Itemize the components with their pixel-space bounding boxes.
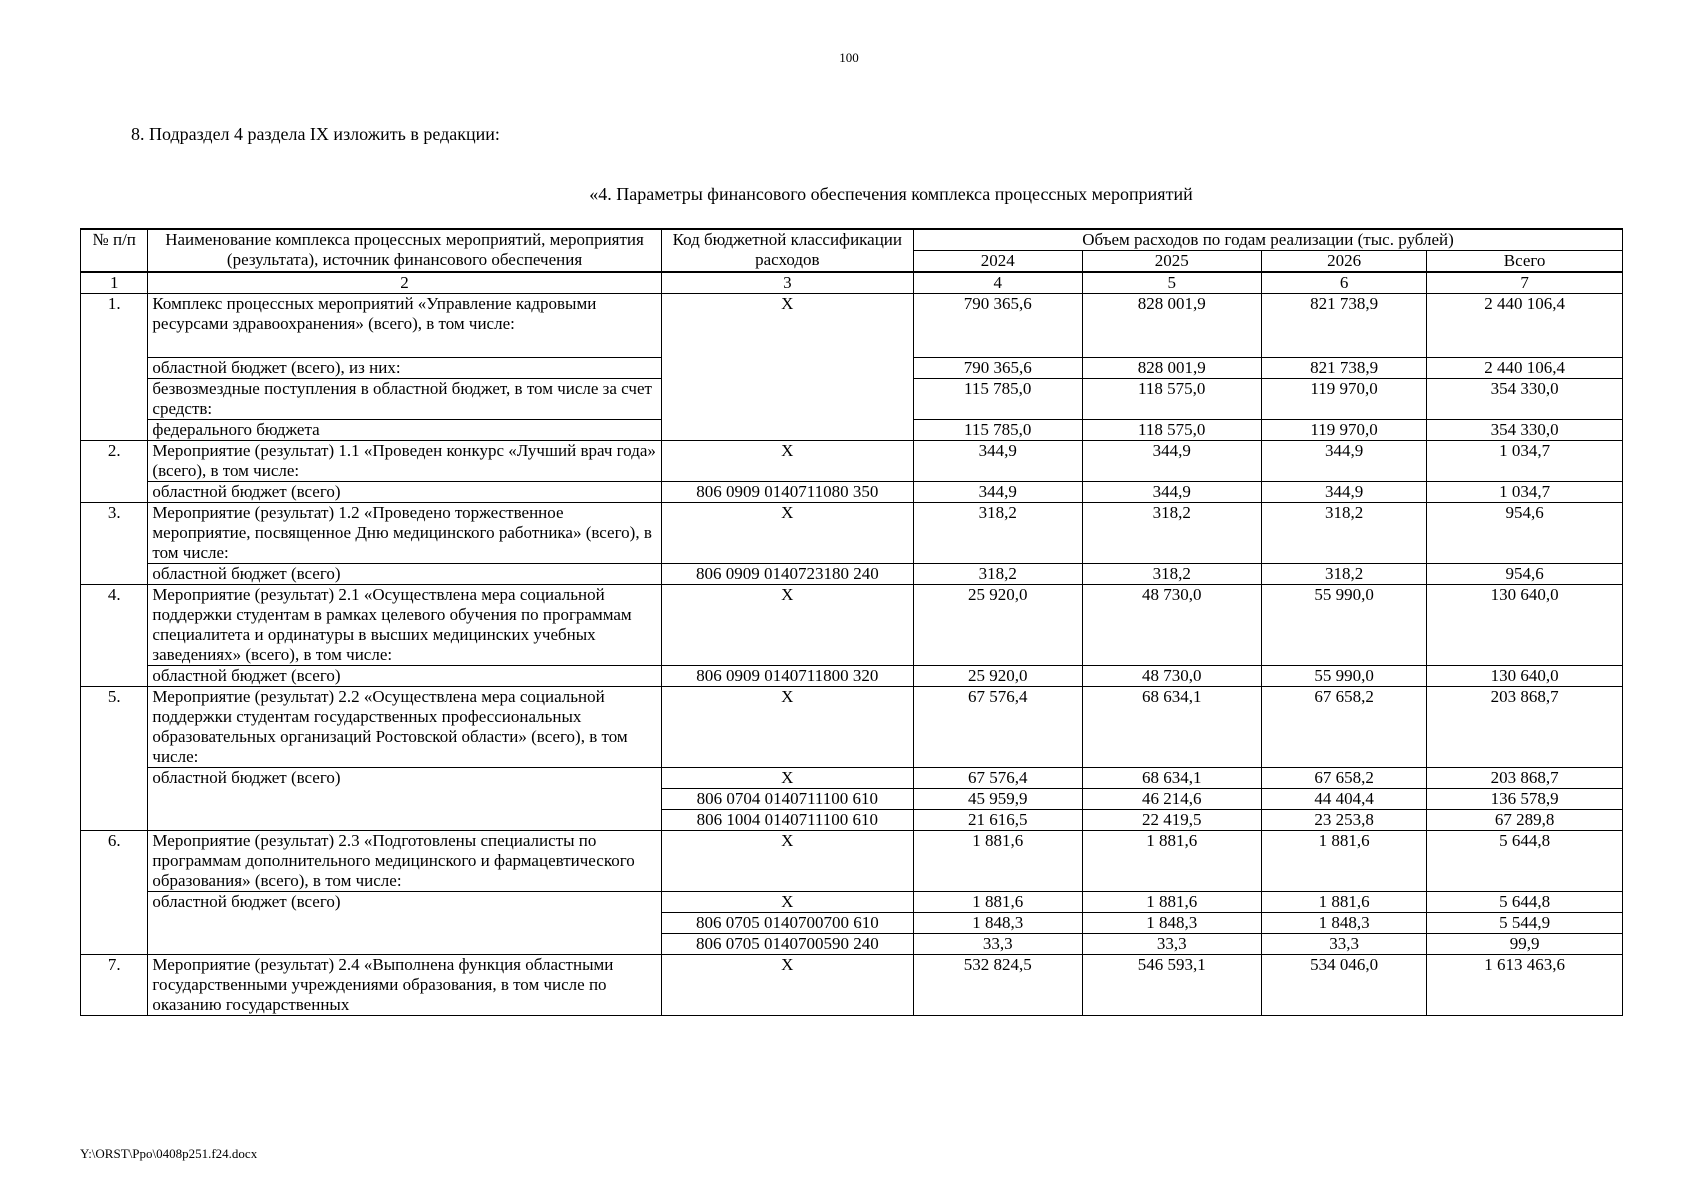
row-number: 3. bbox=[81, 503, 148, 585]
row-code: X bbox=[661, 831, 913, 892]
header-total: Всего bbox=[1427, 251, 1623, 273]
value-total: 954,6 bbox=[1427, 564, 1623, 585]
value-2024: 21 616,5 bbox=[913, 810, 1082, 831]
value-2025: 318,2 bbox=[1082, 564, 1261, 585]
value-2026: 23 253,8 bbox=[1261, 810, 1426, 831]
value-2024: 790 365,6 bbox=[913, 358, 1082, 379]
value-2025: 1 848,3 bbox=[1082, 913, 1261, 934]
row-name: федерального бюджета bbox=[148, 420, 661, 441]
value-total: 1 034,7 bbox=[1427, 441, 1623, 482]
row-name: областной бюджет (всего) bbox=[148, 768, 661, 831]
value-2024: 1 848,3 bbox=[913, 913, 1082, 934]
value-2025: 118 575,0 bbox=[1082, 379, 1261, 420]
row-code: X bbox=[661, 768, 913, 789]
value-2025: 48 730,0 bbox=[1082, 585, 1261, 666]
value-2026: 534 046,0 bbox=[1261, 955, 1426, 1016]
value-2024: 1 881,6 bbox=[913, 831, 1082, 892]
col-index: 5 bbox=[1082, 272, 1261, 294]
row-code: X bbox=[661, 955, 913, 1016]
value-total: 67 289,8 bbox=[1427, 810, 1623, 831]
value-2025: 546 593,1 bbox=[1082, 955, 1261, 1016]
value-2025: 344,9 bbox=[1082, 441, 1261, 482]
value-total: 203 868,7 bbox=[1427, 768, 1623, 789]
value-2024: 1 881,6 bbox=[913, 892, 1082, 913]
value-2026: 55 990,0 bbox=[1261, 585, 1426, 666]
value-2025: 33,3 bbox=[1082, 934, 1261, 955]
value-2024: 25 920,0 bbox=[913, 666, 1082, 687]
value-2024: 532 824,5 bbox=[913, 955, 1082, 1016]
table-title: «4. Параметры финансового обеспечения комплекса процессных мероприятий bbox=[589, 184, 1193, 204]
value-2024: 67 576,4 bbox=[913, 687, 1082, 768]
file-path-footer: Y:\ORST\Ppo\0408p251.f24.docx bbox=[80, 1146, 258, 1161]
value-total: 1 613 463,6 bbox=[1427, 955, 1623, 1016]
row-number: 2. bbox=[81, 441, 148, 503]
value-2024: 67 576,4 bbox=[913, 768, 1082, 789]
value-2026: 67 658,2 bbox=[1261, 687, 1426, 768]
col-index: 3 bbox=[661, 272, 913, 294]
header-2025: 2025 bbox=[1082, 251, 1261, 273]
value-total: 99,9 bbox=[1427, 934, 1623, 955]
header-2024: 2024 bbox=[913, 251, 1082, 273]
row-code: 806 1004 0140711100 610 bbox=[661, 810, 913, 831]
table-row bbox=[81, 768, 1623, 789]
row-name: областной бюджет (всего) bbox=[148, 564, 661, 585]
value-2024: 115 785,0 bbox=[913, 379, 1082, 420]
row-code: 806 0705 0140700590 240 bbox=[661, 934, 913, 955]
row-name: Мероприятие (результат) 2.3 «Подготовлены специалисты по программам дополнительного медицинского и фармацевтического образования» (всего), в том числе: bbox=[148, 831, 661, 892]
value-2025: 828 001,9 bbox=[1082, 294, 1261, 358]
value-total: 2 440 106,4 bbox=[1427, 294, 1623, 358]
value-total: 354 330,0 bbox=[1427, 420, 1623, 441]
value-2026: 318,2 bbox=[1261, 564, 1426, 585]
header-num: № п/п bbox=[81, 229, 148, 272]
table-row bbox=[81, 294, 1623, 358]
financial-table bbox=[80, 228, 1623, 1016]
row-name: областной бюджет (всего), из них: bbox=[148, 358, 661, 379]
row-name: Мероприятие (результат) 2.2 «Осуществлена мера социальной поддержки студентам государственных профессиональных образовательных организаций Ростовской области» (всего), в том числе: bbox=[148, 687, 661, 768]
value-2025: 22 419,5 bbox=[1082, 810, 1261, 831]
value-2024: 33,3 bbox=[913, 934, 1082, 955]
row-name: Комплекс процессных мероприятий «Управление кадровыми ресурсами здравоохранения» (всего), в том числе: bbox=[148, 294, 661, 358]
value-total: 2 440 106,4 bbox=[1427, 358, 1623, 379]
value-2025: 68 634,1 bbox=[1082, 768, 1261, 789]
value-total: 130 640,0 bbox=[1427, 666, 1623, 687]
value-2024: 344,9 bbox=[913, 482, 1082, 503]
value-2024: 318,2 bbox=[913, 564, 1082, 585]
row-code: 806 0909 0140711800 320 bbox=[661, 666, 913, 687]
row-code: 806 0909 0140723180 240 bbox=[661, 564, 913, 585]
value-2026: 44 404,4 bbox=[1261, 789, 1426, 810]
table-row bbox=[81, 687, 1623, 768]
value-2025: 1 881,6 bbox=[1082, 892, 1261, 913]
col-index: 1 bbox=[81, 272, 148, 294]
row-name: областной бюджет (всего) bbox=[148, 482, 661, 503]
value-2026: 33,3 bbox=[1261, 934, 1426, 955]
value-total: 5 644,8 bbox=[1427, 831, 1623, 892]
table-row bbox=[81, 482, 1623, 503]
value-2026: 1 881,6 bbox=[1261, 892, 1426, 913]
table-row bbox=[81, 831, 1623, 892]
table-row bbox=[81, 892, 1623, 913]
row-code: X bbox=[661, 687, 913, 768]
value-2025: 46 214,6 bbox=[1082, 789, 1261, 810]
value-2026: 1 881,6 bbox=[1261, 831, 1426, 892]
table-row bbox=[81, 564, 1623, 585]
row-code: X bbox=[661, 441, 913, 482]
value-total: 5 644,8 bbox=[1427, 892, 1623, 913]
value-2024: 344,9 bbox=[913, 441, 1082, 482]
table-row bbox=[81, 585, 1623, 666]
value-2025: 48 730,0 bbox=[1082, 666, 1261, 687]
row-name: безвозмездные поступления в областной бюджет, в том числе за счет средств: bbox=[148, 379, 661, 420]
col-index: 7 bbox=[1427, 272, 1623, 294]
row-code: X bbox=[661, 585, 913, 666]
value-2026: 318,2 bbox=[1261, 503, 1426, 564]
value-2024: 790 365,6 bbox=[913, 294, 1082, 358]
value-total: 354 330,0 bbox=[1427, 379, 1623, 420]
row-code: 806 0909 0140711080 350 bbox=[661, 482, 913, 503]
column-index-row bbox=[81, 272, 1623, 294]
row-number: 4. bbox=[81, 585, 148, 687]
value-2026: 67 658,2 bbox=[1261, 768, 1426, 789]
value-total: 5 544,9 bbox=[1427, 913, 1623, 934]
value-2026: 55 990,0 bbox=[1261, 666, 1426, 687]
col-index: 4 bbox=[913, 272, 1082, 294]
value-2025: 118 575,0 bbox=[1082, 420, 1261, 441]
value-total: 1 034,7 bbox=[1427, 482, 1623, 503]
value-2024: 318,2 bbox=[913, 503, 1082, 564]
header-volume: Объем расходов по годам реализации (тыс. рублей) bbox=[913, 229, 1622, 251]
col-index: 2 bbox=[148, 272, 661, 294]
value-2024: 25 920,0 bbox=[913, 585, 1082, 666]
row-name: областной бюджет (всего) bbox=[148, 892, 661, 955]
value-2025: 344,9 bbox=[1082, 482, 1261, 503]
row-name: Мероприятие (результат) 2.1 «Осуществлена мера социальной поддержки студентам в рамках целевого обучения по программам специалитета и ординатуры в высших медицинских учебных заведениях» (всего), в том числе: bbox=[148, 585, 661, 666]
row-number: 6. bbox=[81, 831, 148, 955]
col-index: 6 bbox=[1261, 272, 1426, 294]
value-2024: 45 959,9 bbox=[913, 789, 1082, 810]
header-row bbox=[81, 229, 1623, 251]
table-row bbox=[81, 503, 1623, 564]
row-number: 7. bbox=[81, 955, 148, 1016]
value-2025: 1 881,6 bbox=[1082, 831, 1261, 892]
table-row bbox=[81, 441, 1623, 482]
value-2026: 344,9 bbox=[1261, 441, 1426, 482]
table-row bbox=[81, 666, 1623, 687]
value-2026: 821 738,9 bbox=[1261, 294, 1426, 358]
row-name: Мероприятие (результат) 2.4 «Выполнена функция областными государственными учреждениями образования, в том числе по оказанию государственных bbox=[148, 955, 661, 1016]
header-code: Код бюджетной классификации расходов bbox=[661, 229, 913, 272]
value-total: 954,6 bbox=[1427, 503, 1623, 564]
row-name: областной бюджет (всего) bbox=[148, 666, 661, 687]
value-total: 203 868,7 bbox=[1427, 687, 1623, 768]
row-name: Мероприятие (результат) 1.1 «Проведен конкурс «Лучший врач года» (всего), в том числе: bbox=[148, 441, 661, 482]
value-2024: 115 785,0 bbox=[913, 420, 1082, 441]
value-2026: 119 970,0 bbox=[1261, 379, 1426, 420]
row-code: X bbox=[661, 503, 913, 564]
value-2025: 318,2 bbox=[1082, 503, 1261, 564]
value-2026: 344,9 bbox=[1261, 482, 1426, 503]
header-name: Наименование комплекса процессных мероприятий, мероприятия (результата), источник финансового обеспечения bbox=[148, 229, 661, 272]
value-total: 136 578,9 bbox=[1427, 789, 1623, 810]
value-2026: 119 970,0 bbox=[1261, 420, 1426, 441]
row-name: Мероприятие (результат) 1.2 «Проведено торжественное мероприятие, посвященное Дню медицинского работника» (всего), в том числе: bbox=[148, 503, 661, 564]
value-2025: 68 634,1 bbox=[1082, 687, 1261, 768]
header-2026: 2026 bbox=[1261, 251, 1426, 273]
value-2026: 1 848,3 bbox=[1261, 913, 1426, 934]
intro-text: 8. Подраздел 4 раздела IX изложить в редакции: bbox=[131, 124, 500, 144]
row-code: 806 0704 0140711100 610 bbox=[661, 789, 913, 810]
row-code: X bbox=[661, 892, 913, 913]
value-total: 130 640,0 bbox=[1427, 585, 1623, 666]
value-2026: 821 738,9 bbox=[1261, 358, 1426, 379]
value-2025: 828 001,9 bbox=[1082, 358, 1261, 379]
row-code: 806 0705 0140700700 610 bbox=[661, 913, 913, 934]
page-number: 100 bbox=[839, 50, 859, 65]
row-number: 1. bbox=[81, 294, 148, 441]
row-number: 5. bbox=[81, 687, 148, 831]
table-row bbox=[81, 955, 1623, 1016]
row-code: X bbox=[661, 294, 913, 441]
